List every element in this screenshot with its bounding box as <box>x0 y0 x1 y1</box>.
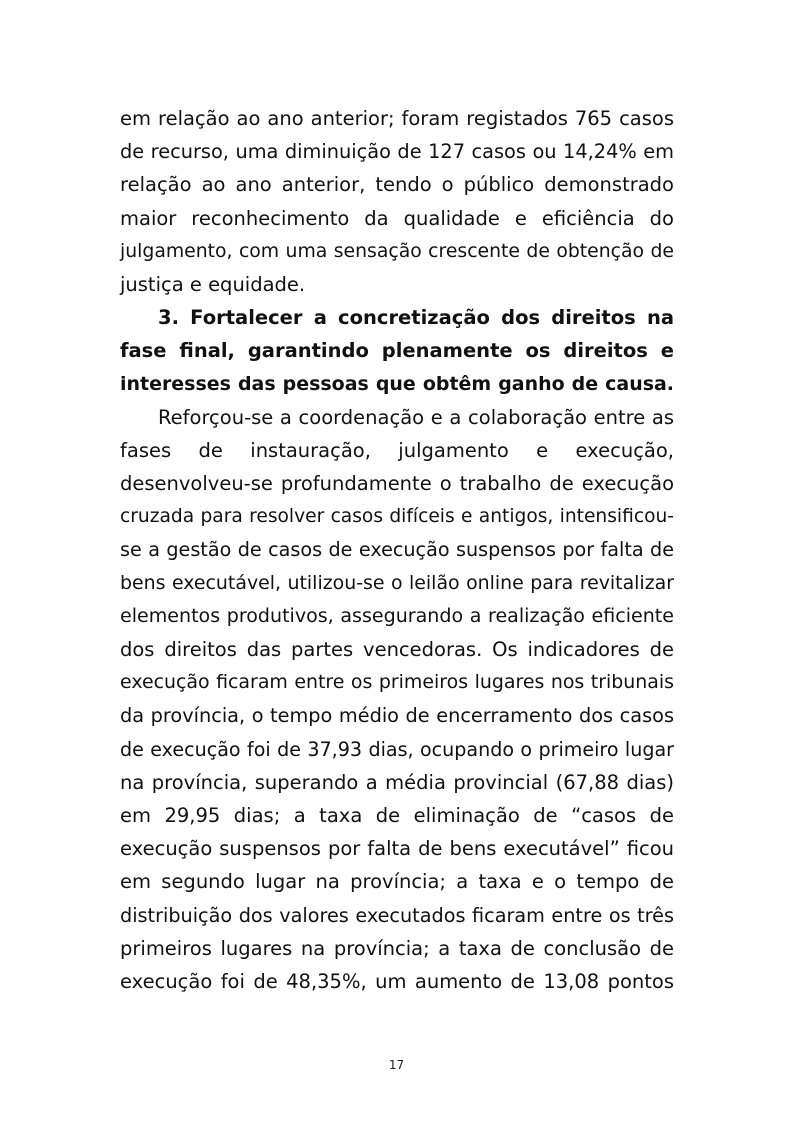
text-line: da província, o tempo médio de encerramento dos casos <box>120 704 674 728</box>
text-line: em relação ao ano anterior; foram registados 765 casos <box>120 107 674 130</box>
body-text <box>120 102 674 998</box>
heading-line: fase final, garantindo plenamente os direitos e <box>120 339 674 363</box>
text-line: execução ficaram entre os primeiros lugares nos tribunais <box>120 671 674 694</box>
text-line: justiça e equidade. <box>120 272 306 296</box>
text-line: fases de instauração, julgamento e execução, <box>120 438 674 462</box>
text-line: maior reconhecimento da qualidade e eficiência do <box>120 206 674 230</box>
text-line: elementos produtivos, assegurando a realização eficiente <box>120 604 674 627</box>
text-line: relação ao ano anterior, tendo o público demonstrado <box>120 173 674 197</box>
text-line: bens executável, utilizou-se o leilão online para revitalizar <box>120 571 674 594</box>
text-line: julgamento, com uma sensação crescente de obtenção de <box>120 240 674 262</box>
page-number: 17 <box>388 1058 405 1072</box>
text-line: de recurso, uma diminuição de 127 casos ou 14,24% em <box>120 140 674 164</box>
text-line: se a gestão de casos de execução suspensos por falta de <box>120 538 674 562</box>
text-line: cruzada para resolver casos difíceis e antigos, intensificou- <box>120 506 674 528</box>
text-line: execução suspensos por falta de bens executável” ficou <box>120 837 674 861</box>
text-line: Reforçou-se a coordenação e a colaboração entre as <box>158 405 674 429</box>
paragraph-continuation <box>120 102 674 301</box>
heading-line: interesses das pessoas que obtêm ganho de causa. <box>120 372 674 395</box>
text-line: na província, superando a média provincial (67,88 dias) <box>120 770 674 794</box>
text-line: dos direitos das partes vencedoras. Os indicadores de <box>120 638 674 661</box>
text-line: desenvolveu-se profundamente o trabalho de execução <box>120 472 674 496</box>
text-line: primeiros lugares na província; a taxa de conclusão de <box>120 936 674 960</box>
section-heading <box>120 301 674 401</box>
text-line: em segundo lugar na província; a taxa e o tempo de <box>120 870 674 894</box>
text-line: execução foi de 48,35%, um aumento de 13,08 pontos <box>120 969 674 993</box>
paragraph-execution <box>120 401 674 998</box>
text-line: distribuição dos valores executados ficaram entre os três <box>120 903 674 927</box>
heading-line: 3. Fortalecer a concretização dos direitos na <box>158 306 674 330</box>
text-line: em 29,95 dias; a taxa de eliminação de “casos de <box>120 803 674 827</box>
text-line: de execução foi de 37,93 dias, ocupando o primeiro lugar <box>120 737 674 761</box>
